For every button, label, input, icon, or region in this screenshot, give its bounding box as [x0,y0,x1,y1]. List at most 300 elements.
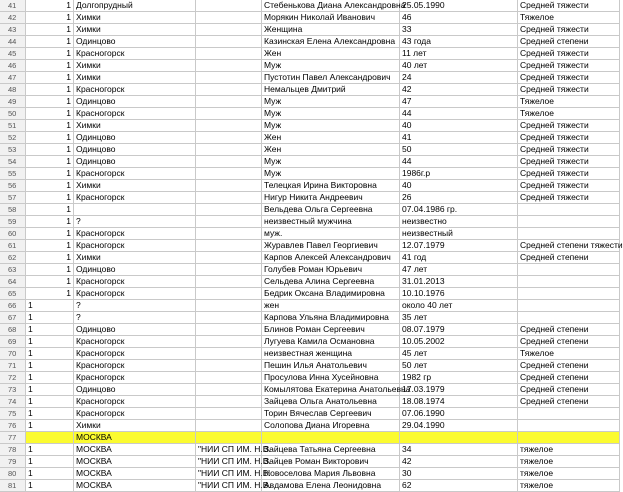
count-cell[interactable]: 1 [26,228,74,239]
count-cell[interactable]: 1 [26,480,74,491]
condition-cell[interactable] [518,204,620,215]
row-number-cell: 43 [0,24,26,35]
name-cell[interactable]: Муж [262,156,400,167]
hospital-cell[interactable] [196,276,262,287]
age-cell[interactable]: 1982 гр [400,372,518,383]
count-cell[interactable]: 1 [26,324,74,335]
condition-cell[interactable]: тяжелое [518,456,620,467]
count-cell[interactable]: 1 [26,216,74,227]
condition-cell[interactable] [518,300,620,311]
city-cell[interactable]: Химки [74,252,196,263]
age-cell[interactable]: 29.04.1990 [400,420,518,431]
condition-cell[interactable]: Средней степени [518,336,620,347]
age-cell[interactable] [400,432,518,443]
city-cell[interactable]: Одинцово [74,324,196,335]
name-cell[interactable]: Торин Вячеслав Сергеевич [262,408,400,419]
age-cell[interactable]: 12.07.1979 [400,240,518,251]
hospital-cell[interactable] [196,300,262,311]
hospital-cell[interactable] [196,384,262,395]
name-cell[interactable]: Жен [262,48,400,59]
city-cell[interactable]: Красногорск [74,408,196,419]
table-row[interactable] [0,348,620,360]
age-cell[interactable]: 1986г.р [400,168,518,179]
table-row[interactable] [0,180,620,192]
age-cell[interactable]: 18.08.1974 [400,396,518,407]
name-cell[interactable]: Женщина [262,24,400,35]
condition-cell[interactable]: Средней тяжести [518,144,620,155]
condition-cell[interactable]: Средней тяжести [518,120,620,131]
name-cell[interactable]: Муж [262,168,400,179]
hospital-cell[interactable] [196,252,262,263]
city-cell[interactable]: Химки [74,60,196,71]
condition-cell[interactable]: Средней тяжести [518,132,620,143]
name-cell[interactable]: Нигур Никита Андреевич [262,192,400,203]
hospital-cell[interactable] [196,396,262,407]
age-cell[interactable]: неизвестный [400,228,518,239]
city-cell[interactable]: Одинцово [74,264,196,275]
hospital-cell[interactable] [196,192,262,203]
city-cell[interactable]: Красногорск [74,360,196,371]
city-cell[interactable]: Химки [74,420,196,431]
count-cell[interactable]: 1 [26,408,74,419]
city-cell[interactable]: МОСКВА [74,480,196,491]
count-cell[interactable]: 1 [26,12,74,23]
name-cell[interactable]: Бедрик Оксана Владимировна [262,288,400,299]
city-cell[interactable]: Одинцово [74,96,196,107]
condition-cell[interactable]: Средней степени [518,36,620,47]
name-cell[interactable]: Карпов Алексей Александрович [262,252,400,263]
age-cell[interactable]: 41 год [400,252,518,263]
condition-cell[interactable]: Средней тяжести [518,48,620,59]
count-cell[interactable]: 1 [26,48,74,59]
count-cell[interactable]: 1 [26,264,74,275]
count-cell[interactable]: 1 [26,120,74,131]
table-row[interactable] [0,288,620,300]
hospital-cell[interactable] [196,72,262,83]
city-cell[interactable] [74,204,196,215]
hospital-cell[interactable] [196,36,262,47]
table-row[interactable] [0,252,620,264]
condition-cell[interactable]: Тяжелое [518,348,620,359]
hospital-cell[interactable] [196,204,262,215]
condition-cell[interactable]: Средней тяжести [518,72,620,83]
table-row[interactable] [0,84,620,96]
table-row[interactable] [0,408,620,420]
table-row[interactable] [0,444,620,456]
table-row[interactable] [0,228,620,240]
name-cell[interactable]: Зайцева Татьяна Сергеевна [262,444,400,455]
table-row[interactable] [0,192,620,204]
table-row[interactable] [0,264,620,276]
table-row[interactable] [0,48,620,60]
count-cell[interactable]: 1 [26,384,74,395]
name-cell[interactable]: Солопова Диана Игоревна [262,420,400,431]
table-row[interactable] [0,36,620,48]
city-cell[interactable]: Химки [74,120,196,131]
name-cell[interactable]: Муж [262,120,400,131]
table-row[interactable] [0,72,620,84]
city-cell[interactable]: Красногорск [74,48,196,59]
name-cell[interactable]: Муж [262,96,400,107]
hospital-cell[interactable]: "НИИ СП ИМ. Н.В. [198,480,271,490]
name-cell[interactable]: муж. [262,228,400,239]
table-row[interactable] [0,96,620,108]
condition-cell[interactable]: Средней степени [518,372,620,383]
count-cell[interactable]: 1 [26,168,74,179]
hospital-cell[interactable] [196,420,262,431]
age-cell[interactable]: 42 [400,456,518,467]
name-cell[interactable]: Немальцев Дмитрий [262,84,400,95]
count-cell[interactable]: 1 [26,144,74,155]
name-cell[interactable]: Пустотин Павел Александрович [262,72,400,83]
count-cell[interactable]: 1 [26,468,74,479]
city-cell[interactable]: МОСКВА [74,468,196,479]
name-cell[interactable]: Зайцева Ольга Анатольевна [262,396,400,407]
table-row[interactable] [0,480,620,492]
count-cell[interactable]: 1 [26,444,74,455]
table-row[interactable] [0,240,623,252]
condition-cell[interactable]: Средней тяжести [518,84,620,95]
condition-cell[interactable] [518,432,620,443]
hospital-cell[interactable] [196,96,262,107]
count-cell[interactable]: 1 [26,84,74,95]
city-cell[interactable]: Одинцово [74,156,196,167]
age-cell[interactable]: 47 [400,96,518,107]
name-cell[interactable]: Казинская Елена Александровна [262,36,400,47]
row-number-cell: 74 [0,396,26,407]
city-cell[interactable]: Красногорск [74,348,196,359]
age-cell[interactable]: 26 [400,192,518,203]
hospital-cell[interactable] [196,132,262,143]
table-row[interactable] [0,276,620,288]
name-cell[interactable]: Вельдева Ольга Сергеевна [262,204,400,215]
row-number-cell: 76 [0,420,26,431]
hospital-cell[interactable] [196,12,262,23]
age-cell[interactable]: 07.04.1986 гр. [400,204,518,215]
condition-cell[interactable]: Средней степени тяжести [520,240,623,250]
table-row[interactable] [0,468,620,480]
age-cell[interactable]: 33 [400,24,518,35]
name-cell[interactable]: Карпова Ульяна Владимировна [262,312,400,323]
count-cell[interactable]: 1 [26,360,74,371]
row-number-cell: 80 [0,468,26,479]
count-cell[interactable]: 1 [26,192,74,203]
age-cell[interactable]: 42 [400,84,518,95]
count-cell[interactable]: 1 [26,396,74,407]
name-cell[interactable]: Блинов Роман Сергеевич [262,324,400,335]
condition-cell[interactable]: Средней степени [518,384,620,395]
city-cell[interactable]: Одинцово [74,384,196,395]
table-row[interactable] [0,0,620,12]
count-cell[interactable]: 1 [26,204,74,215]
count-cell[interactable]: 1 [26,312,74,323]
count-cell[interactable]: 1 [26,72,74,83]
condition-cell[interactable] [518,276,620,287]
age-cell[interactable]: 24 [400,72,518,83]
age-cell[interactable]: 17.03.1979 [400,384,518,395]
table-row[interactable] [0,336,620,348]
row-number-cell: 59 [0,216,26,227]
name-cell[interactable]: Стебенькова Диана Александровна [264,0,406,10]
condition-cell[interactable]: Средней тяжести [518,156,620,167]
condition-cell[interactable] [518,408,620,419]
name-cell[interactable]: Муж [262,108,400,119]
name-cell[interactable]: Лугуева Камила Османовна [262,336,400,347]
hospital-cell[interactable] [196,84,262,95]
hospital-cell[interactable] [196,324,262,335]
age-cell[interactable]: 34 [400,444,518,455]
count-cell[interactable]: 1 [26,156,74,167]
row-number-cell: 65 [0,288,26,299]
count-cell[interactable]: 1 [26,300,74,311]
table-row[interactable] [0,60,620,72]
count-cell[interactable]: 1 [26,456,74,467]
hospital-cell[interactable]: "НИИ СП ИМ. Н.В. [198,456,271,466]
name-cell[interactable]: Телецкая Ирина Викторовна [262,180,400,191]
count-cell[interactable]: 1 [26,36,74,47]
table-row[interactable] [0,372,620,384]
age-cell[interactable]: 31.01.2013 [400,276,518,287]
city-cell[interactable]: Красногорск [74,276,196,287]
hospital-cell[interactable]: "НИИ СП ИМ. Н.В. [198,444,271,454]
hospital-cell[interactable] [196,180,262,191]
city-cell[interactable]: Красногорск [74,108,196,119]
city-cell[interactable]: Красногорск [74,84,196,95]
city-cell[interactable]: МОСКВА [74,432,196,443]
table-row[interactable] [0,120,620,132]
condition-cell[interactable] [518,420,620,431]
name-cell[interactable]: Жен [262,144,400,155]
hospital-cell[interactable] [196,156,262,167]
hospital-cell[interactable]: "НИИ СП ИМ. Н.В. [198,468,271,478]
count-cell[interactable]: 1 [26,372,74,383]
city-cell[interactable]: Красногорск [74,240,196,251]
age-cell[interactable]: 40 лет [400,60,518,71]
row-number-cell: 81 [0,480,26,491]
name-cell[interactable]: неизвестный мужчина [262,216,400,227]
table-row[interactable] [0,132,620,144]
row-number-cell: 61 [0,240,26,251]
condition-cell[interactable]: Тяжелое [518,108,620,119]
count-cell[interactable]: 1 [26,108,74,119]
condition-cell[interactable]: Средней тяжести [518,192,620,203]
condition-cell[interactable]: Средней степени [518,360,620,371]
age-cell[interactable]: 11 лет [400,48,518,59]
count-cell[interactable]: 1 [26,180,74,191]
table-row[interactable] [0,168,620,180]
city-cell[interactable]: ? [74,216,196,227]
count-cell[interactable]: 1 [26,252,74,263]
city-cell[interactable]: МОСКВА [74,456,196,467]
condition-cell[interactable]: тяжелое [518,480,620,491]
age-cell[interactable]: 44 [400,108,518,119]
name-cell[interactable]: Просулова Инна Хусейновна [262,372,400,383]
name-cell[interactable]: Новоселова Мария Львовна [262,468,400,479]
city-cell[interactable]: Одинцово [74,132,196,143]
city-cell[interactable]: Химки [74,72,196,83]
hospital-cell[interactable] [196,348,262,359]
name-cell[interactable]: Сельдева Алина Сергеевна [262,276,400,287]
table-row[interactable] [0,216,620,228]
condition-cell[interactable] [518,264,620,275]
count-cell[interactable]: 1 [26,132,74,143]
hospital-cell[interactable] [196,0,262,11]
table-row[interactable] [0,360,620,372]
hospital-cell[interactable] [196,336,262,347]
age-cell[interactable]: 07.06.1990 [400,408,518,419]
age-cell[interactable]: 08.07.1979 [400,324,518,335]
count-cell[interactable]: 1 [26,276,74,287]
hospital-cell[interactable] [196,264,262,275]
age-cell[interactable]: 46 [400,12,518,23]
condition-cell[interactable] [518,228,620,239]
table-row[interactable] [0,108,620,120]
hospital-cell[interactable] [196,48,262,59]
condition-cell[interactable] [518,312,620,323]
hospital-cell[interactable] [196,228,262,239]
age-cell[interactable]: 30 [400,468,518,479]
city-cell[interactable]: Красногорск [74,396,196,407]
hospital-cell[interactable] [196,312,262,323]
hospital-cell[interactable] [196,144,262,155]
row-number-cell: 75 [0,408,26,419]
row-number-cell: 57 [0,192,26,203]
count-cell[interactable]: 1 [26,24,74,35]
name-cell[interactable]: Жен [262,132,400,143]
count-cell[interactable]: 1 [26,60,74,71]
name-cell[interactable] [262,432,400,443]
table-row[interactable] [0,324,620,336]
condition-cell[interactable]: Средней степени [518,324,620,335]
count-cell[interactable]: 1 [26,288,74,299]
condition-cell[interactable]: Средней тяжести [518,0,620,11]
condition-cell[interactable]: Средней тяжести [518,168,620,179]
name-cell[interactable]: Голубев Роман Юрьевич [262,264,400,275]
table-row[interactable] [0,432,620,444]
table-row[interactable] [0,24,620,36]
age-cell[interactable]: 10.05.2002 [400,336,518,347]
city-cell[interactable]: МОСКВА [74,444,196,455]
name-cell[interactable]: жен [262,300,400,311]
row-number-cell: 56 [0,180,26,191]
city-cell[interactable]: Красногорск [74,336,196,347]
age-cell[interactable]: неизвестно [400,216,518,227]
age-cell[interactable]: 40 [400,120,518,131]
city-cell[interactable]: Одинцово [74,144,196,155]
row-number-cell: 53 [0,144,26,155]
city-cell[interactable]: Долгопрудный [74,0,196,11]
city-cell[interactable]: Химки [74,24,196,35]
hospital-cell[interactable] [196,240,262,251]
age-cell[interactable]: 10.10.1976 [400,288,518,299]
age-cell[interactable]: 62 [400,480,518,491]
age-cell[interactable]: 40 [400,180,518,191]
condition-cell[interactable]: Средней тяжести [518,24,620,35]
condition-cell[interactable]: Средней тяжести [518,180,620,191]
hospital-cell[interactable] [196,432,262,443]
table-row[interactable] [0,420,620,432]
table-row[interactable] [0,12,620,24]
condition-cell[interactable]: тяжелое [518,468,620,479]
age-cell[interactable]: 25.05.1990 [400,0,518,11]
name-cell[interactable]: Морякин Николай Иванович [262,12,400,23]
hospital-cell[interactable] [196,120,262,131]
table-row[interactable] [0,156,620,168]
name-cell[interactable]: Журавлев Павел Георгиевич [262,240,400,251]
table-row[interactable] [0,144,620,156]
age-cell[interactable]: 45 лет [400,348,518,359]
hospital-cell[interactable] [196,288,262,299]
count-cell[interactable]: 1 [26,348,74,359]
hospital-cell[interactable] [196,24,262,35]
age-cell[interactable]: 41 [400,132,518,143]
hospital-cell[interactable] [196,60,262,71]
condition-cell[interactable]: Тяжелое [518,96,620,107]
hospital-cell[interactable] [196,108,262,119]
condition-cell[interactable]: тяжелое [518,444,620,455]
name-cell[interactable]: Авдамова Елена Леонидовна [262,480,400,491]
table-row[interactable] [0,384,620,396]
condition-cell[interactable] [518,216,620,227]
table-row[interactable] [0,204,620,216]
count-cell[interactable]: 1 [26,0,74,11]
condition-cell[interactable]: Средней степени [518,252,620,263]
name-cell[interactable]: неизвестная женщина [262,348,400,359]
count-cell[interactable]: 1 [26,336,74,347]
condition-cell[interactable] [518,288,620,299]
city-cell[interactable]: Химки [74,180,196,191]
count-cell[interactable]: 1 [26,420,74,431]
table-row[interactable] [0,312,620,324]
age-cell[interactable]: 50 [400,144,518,155]
table-row[interactable] [0,396,620,408]
city-cell[interactable]: Красногорск [74,372,196,383]
hospital-cell[interactable] [196,360,262,371]
age-cell[interactable]: 35 лет [400,312,518,323]
age-cell[interactable]: 43 года [400,36,518,47]
count-cell[interactable] [26,432,74,443]
table-row[interactable] [0,456,620,468]
condition-cell[interactable]: Тяжелое [518,12,620,23]
name-cell[interactable]: Муж [262,60,400,71]
hospital-cell[interactable] [196,168,262,179]
city-cell[interactable]: Красногорск [74,168,196,179]
city-cell[interactable]: Красногорск [74,288,196,299]
condition-cell[interactable]: Средней тяжести [518,60,620,71]
city-cell[interactable]: Одинцово [74,36,196,47]
hospital-cell[interactable] [196,372,262,383]
count-cell[interactable]: 1 [26,240,74,251]
age-cell[interactable]: 50 лет [400,360,518,371]
city-cell[interactable]: Химки [74,12,196,23]
age-cell[interactable]: 47 лет [400,264,518,275]
hospital-cell[interactable] [196,216,262,227]
age-cell[interactable]: 44 [400,156,518,167]
count-cell[interactable]: 1 [26,96,74,107]
age-cell[interactable]: около 40 лет [400,300,518,311]
name-cell[interactable]: Зайцев Роман Викторович [262,456,400,467]
hospital-cell[interactable] [196,408,262,419]
city-cell[interactable]: Красногорск [74,192,196,203]
city-cell[interactable]: ? [74,300,196,311]
condition-cell[interactable]: Средней степени [518,396,620,407]
city-cell[interactable]: ? [74,312,196,323]
name-cell[interactable]: Пешин Илья Анатольевич [262,360,400,371]
city-cell[interactable]: Красногорск [74,228,196,239]
name-cell[interactable]: Комылятова Екатерина Анатольевна [264,384,411,394]
row-number-cell: 44 [0,36,26,47]
table-row[interactable] [0,300,620,312]
